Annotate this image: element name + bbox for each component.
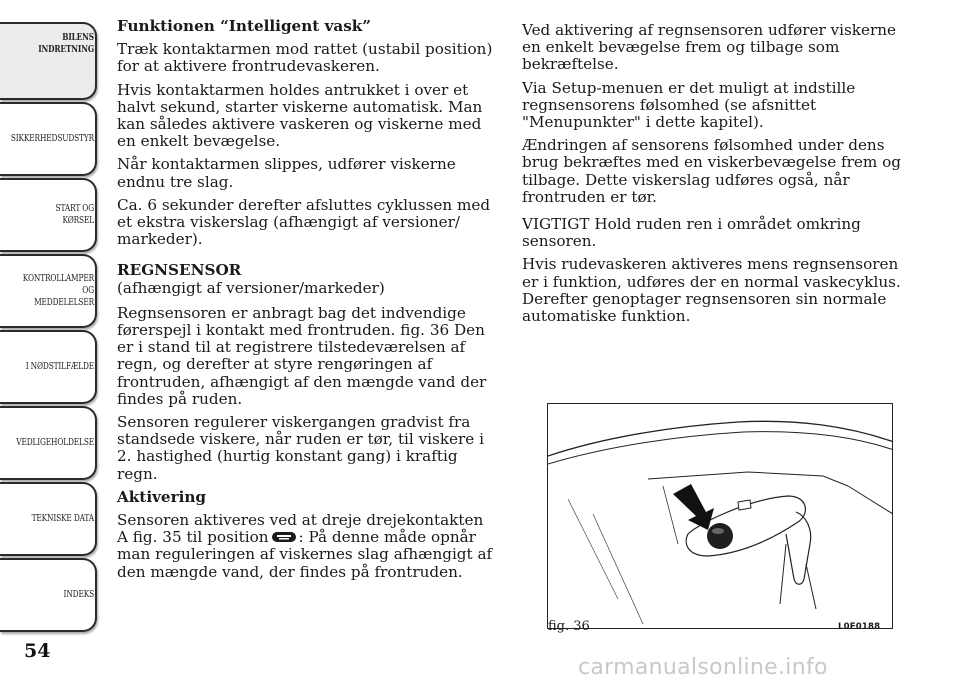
pointer-arrow-icon	[673, 484, 714, 530]
tab-kontrollamper[interactable]	[0, 254, 100, 330]
tab-label: SIKKERHEDSUDSTYR	[10, 133, 95, 144]
auto-wiper-icon	[271, 531, 297, 543]
figure-36-rain-sensor	[547, 403, 893, 629]
paragraph-text: : På denne måde opnår man reguleringen af viskernes slag afhængigt af den mængde vand, der findes på frontruden.	[117, 528, 493, 581]
tab-sikkerhedsudstyr[interactable]	[0, 102, 100, 178]
tab-label: START OG KØRSEL	[55, 203, 94, 226]
section-heading-regnsensor: REGNSENSOR	[117, 261, 242, 280]
paragraph: Hvis kontaktarmen holdes antrukket i over et halvt sekund, starter viskerne automatisk. Man kan således aktivere vaskeren og viskerne med en enkelt bevægelse.	[117, 80, 483, 151]
tab-label: I NØDSTILFÆLDE	[25, 361, 94, 372]
paragraph: Ændringen af sensorens følsomhed under dens brug bekræftes med en viskerbevægelse frem og tilbage. Dette viskerslag udføres også, når frontruden er tør.	[522, 136, 902, 206]
tab-start-og-korsel[interactable]	[0, 178, 100, 254]
paragraph-important: VIGTIGT Hold ruden ren i området omkring sensoren.	[522, 215, 861, 251]
paragraph: Træk kontaktarmen mod rattet (ustabil position) for at aktivere frontrudevaskeren.	[117, 40, 493, 76]
section-heading-intelligent-vask: Funktionen “Intelligent vask”	[117, 17, 372, 35]
left-column	[117, 18, 497, 587]
paragraph: Hvis rudevaskeren aktiveres mens regnsensoren er i funktion, udføres der en normal vaskecyklus. Derefter genoptager regnsensoren sin normale automatiske funktion.	[522, 255, 901, 326]
tab-indeks[interactable]	[0, 558, 100, 634]
right-column	[522, 22, 910, 331]
rain-sensor-illustration	[548, 404, 893, 629]
paragraph: Regnsensoren er anbragt bag det indvendige førerspejl i kontakt med frontruden. fig. 36 Den er i stand til at registrere tilstedeværelsen af regn, og derefter at styre rengøringen af frontruden, afhængigt af den mængde vand der findes på ruden.	[117, 303, 487, 408]
tab-bilens-indretning[interactable]	[0, 22, 100, 102]
paragraph	[117, 512, 497, 581]
figure-caption: fig. 36	[548, 619, 590, 634]
paragraph: Ca. 6 sekunder derefter afsluttes cyklussen med et ekstra viskerslag (afhængigt af versioner/ markeder).	[117, 195, 491, 249]
tab-label: INDEKS	[63, 589, 94, 600]
tab-i-nodstilfaelde[interactable]	[0, 330, 100, 406]
paragraph: Sensoren regulerer viskergangen gradvist fra standsede viskere, når ruden er tør, til viskere i 2. hastighed (hurtig konstant gang) i kraftig regn.	[117, 413, 484, 483]
section-heading-aktivering: Aktivering	[117, 487, 207, 506]
page-number: 54	[24, 640, 51, 662]
tab-tekniske-data[interactable]	[0, 482, 100, 558]
tab-label: KONTROLLAMPER OG MEDDELELSER	[22, 273, 95, 308]
paragraph: Via Setup-menuen er det muligt at indstille regnsensorens følsomhed (se afsnittet "Menupunkter" i dette kapitel).	[522, 78, 856, 132]
watermark: carmanualsonline.info	[578, 655, 828, 680]
paragraph-text: Sensoren aktiveres ved at dreje drejekontakten A fig. 35 til position	[117, 511, 484, 547]
chapter-tab-bar	[0, 22, 100, 634]
section-subheading: (afhængigt af versioner/markeder)	[117, 278, 385, 297]
tab-label: VEDLIGEHOLDELSE	[16, 437, 94, 448]
figure-code: L0F0188	[838, 622, 881, 632]
tab-label: BILENS INDRETNING	[38, 32, 94, 55]
tab-label: TEKNISKE DATA	[31, 513, 94, 524]
paragraph: Ved aktivering af regnsensoren udfører viskerne en enkelt bevægelse frem og tilbage som bekræftelse.	[522, 21, 897, 74]
rain-sensor-icon	[707, 523, 733, 549]
paragraph: Når kontaktarmen slippes, udfører viskerne endnu tre slag.	[117, 155, 456, 191]
tab-vedligeholdelse[interactable]	[0, 406, 100, 482]
